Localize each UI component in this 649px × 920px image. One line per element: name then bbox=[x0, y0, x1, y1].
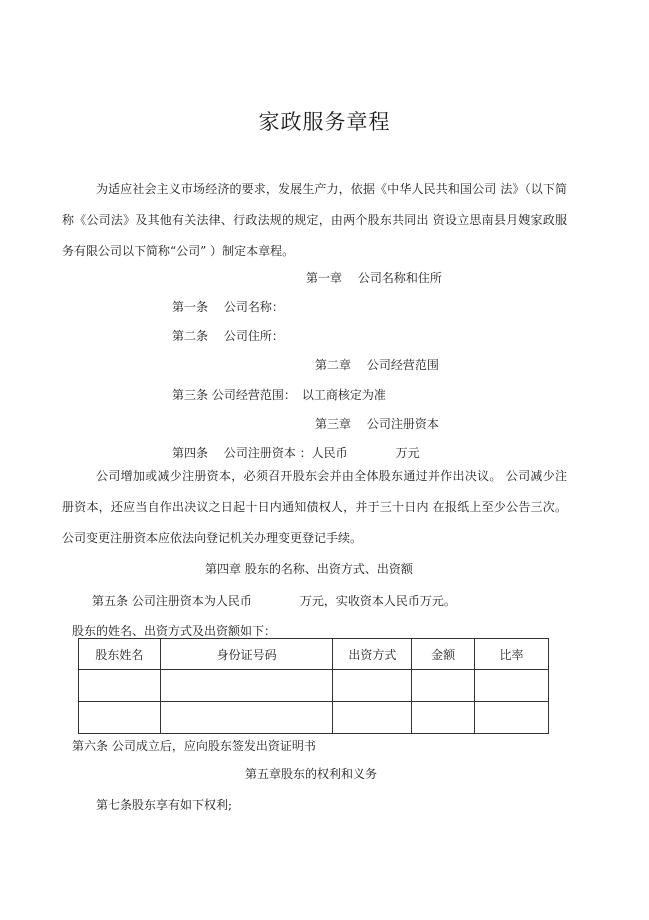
chapter-4-heading: 第四章 股东的名称、出资方式、出资额 bbox=[205, 562, 413, 576]
header-id-number: 身份证号码 bbox=[160, 639, 333, 670]
table-cell bbox=[333, 702, 412, 734]
header-amount: 金额 bbox=[412, 639, 475, 670]
table-intro: 股东的姓名、出资方式及出资额如下： bbox=[72, 624, 277, 638]
header-name: 股东姓名 bbox=[79, 639, 161, 670]
article-1: 第一条 公司名称： bbox=[172, 300, 284, 314]
table-cell bbox=[160, 702, 333, 734]
document-title: 家政服务章程 bbox=[258, 110, 391, 134]
capital-paragraph: 公司增加或减少注册资本，必须召开股东会并由全体股东通过并作出决议。 公司减少注册资本，还应当自作出决议之日起十日内通知债权人，并于三十日内 在报纸上至少公告三次。 公司变更注册资本应依法向登记机关办理变更登记手续。 bbox=[62, 469, 567, 545]
table-cell bbox=[333, 670, 412, 702]
chapter-2-heading: 第二章 公司经营范围 bbox=[315, 358, 439, 372]
table-header-row bbox=[79, 639, 549, 670]
table-cell bbox=[475, 702, 549, 734]
table-cell bbox=[412, 670, 475, 702]
shareholder-table bbox=[78, 638, 549, 734]
article-3: 第三条 公司经营范围： 以工商核定为准 bbox=[172, 388, 386, 402]
intro-paragraph: 为适应社会主义市场经济的要求，发展生产力，依据《中华人民共和国公司 法》（以下简称《公司法》及其他有关法律、行政法规的规定，由两个股东共同出 资设立思南县月嫂家政服务有限公司以下简称“公司” ）制定本章程。 bbox=[62, 182, 567, 258]
chapter-3-heading: 第三章 公司注册资本 bbox=[315, 417, 439, 431]
article-7: 第七条股东享有如下权利; bbox=[96, 798, 233, 812]
header-ratio: 比率 bbox=[475, 639, 549, 670]
table-cell bbox=[412, 702, 475, 734]
article-5: 第五条 公司注册资本为人民币 万元，实收资本人民币万元。 bbox=[92, 594, 456, 608]
chapter-5-heading: 第五章股东的权利和义务 bbox=[245, 767, 378, 781]
header-contribution-method: 出资方式 bbox=[333, 639, 412, 670]
table-row bbox=[79, 670, 549, 702]
table-cell bbox=[79, 702, 161, 734]
table-row bbox=[79, 702, 549, 734]
article-4: 第四条 公司注册资本 ：人民币 万元 bbox=[172, 446, 420, 460]
table-cell bbox=[79, 670, 161, 702]
article-6: 第六条 公司成立后，应向股东签发出资证明书 bbox=[72, 739, 316, 753]
chapter-1-heading: 第一章 公司名称和住所 bbox=[306, 271, 442, 285]
table-cell bbox=[475, 670, 549, 702]
table-cell bbox=[160, 670, 333, 702]
article-2: 第二条 公司住所： bbox=[172, 329, 284, 343]
